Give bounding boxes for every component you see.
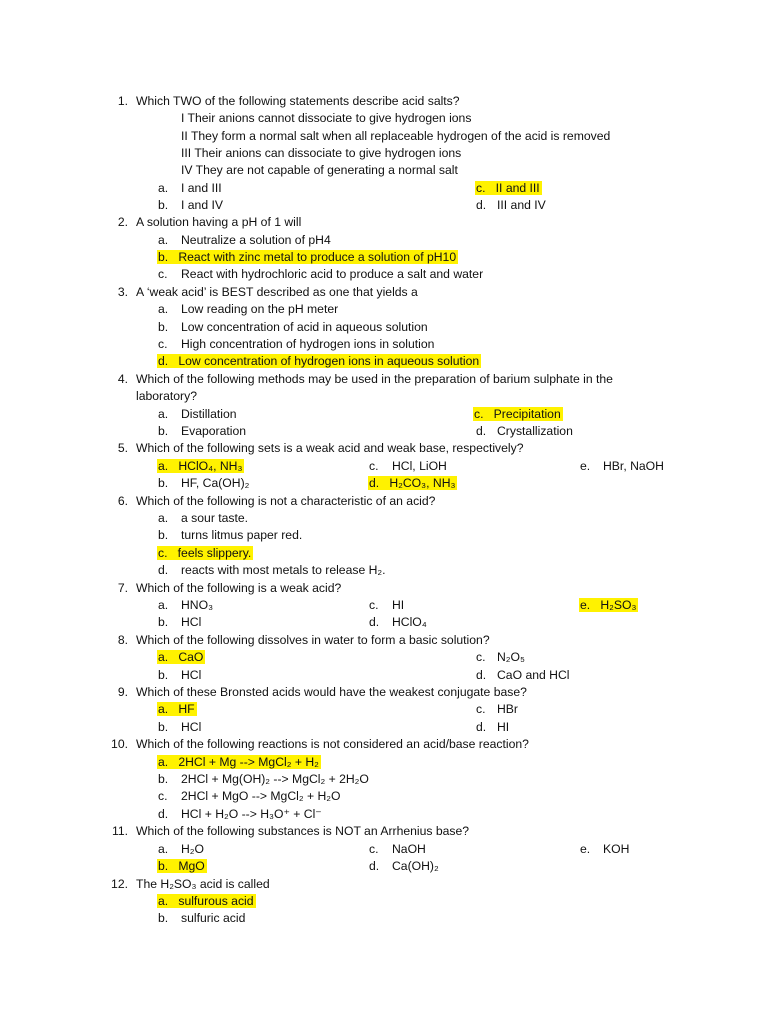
option-text: Distillation	[181, 407, 237, 421]
option-letter: a.	[158, 702, 169, 716]
option-letter: c.	[158, 789, 168, 803]
option-text: HCl, LiOH	[392, 459, 447, 473]
option-text: feels slippery.	[177, 546, 252, 560]
option-letter: d.	[369, 476, 380, 490]
question-number: 7.	[117, 581, 128, 595]
option-text: III and IV	[497, 198, 546, 212]
option-correct-highlight	[157, 702, 197, 716]
option-correct-highlight	[579, 598, 638, 612]
question-text: Which of the following methods may be used in the preparation of barium sulphate in the	[136, 372, 613, 386]
question-number: 1.	[117, 94, 128, 108]
option-letter: b.	[158, 720, 169, 734]
option-correct-highlight	[368, 476, 457, 490]
option-letter: c.	[158, 337, 168, 351]
option-letter: a.	[158, 842, 169, 856]
option-letter: a.	[158, 650, 169, 664]
option-text: HCl	[181, 720, 202, 734]
option-letter: b.	[158, 198, 169, 212]
option-letter: a.	[158, 894, 169, 908]
option-text: CaO and HCl	[497, 668, 570, 682]
option-letter: b.	[158, 250, 169, 264]
option-correct-highlight	[157, 755, 321, 769]
option-letter: c.	[369, 459, 379, 473]
option-correct-highlight	[157, 650, 205, 664]
option-letter: c.	[369, 598, 379, 612]
option-letter: d.	[369, 859, 380, 873]
option-letter: a.	[158, 407, 169, 421]
option-text: reacts with most metals to release H₂.	[181, 563, 386, 577]
statement-text: III Their anions can dissociate to give hydrogen ions	[181, 146, 462, 160]
option-text: HBr, NaOH	[603, 459, 664, 473]
option-letter: b.	[158, 424, 169, 438]
option-text: H₂O	[181, 842, 205, 856]
option-text: HF, Ca(OH)₂	[181, 476, 250, 490]
option-letter: c.	[474, 407, 484, 421]
option-correct-highlight	[157, 354, 481, 368]
question-text: Which of the following dissolves in water to form a basic solution?	[136, 633, 490, 647]
option-text: HClO₄	[392, 615, 427, 629]
question-number: 2.	[117, 215, 128, 229]
option-text: Crystallization	[497, 424, 573, 438]
option-text: Evaporation	[181, 424, 247, 438]
option-correct-highlight	[473, 407, 563, 421]
question-text: Which of the following sets is a weak acid and weak base, respectively?	[136, 441, 524, 455]
option-text: MgO	[178, 859, 205, 873]
option-text: HCl + H₂O --> H₃O⁺ + Cl⁻	[181, 807, 322, 821]
option-text: React with hydrochloric acid to produce a salt and water	[181, 267, 484, 281]
option-text: HClO₄, NH₃	[178, 459, 243, 473]
question-text: Which of the following is a weak acid?	[136, 581, 342, 595]
option-correct-highlight	[157, 894, 256, 908]
option-letter: d.	[369, 615, 380, 629]
option-letter: a.	[158, 459, 169, 473]
option-letter: b.	[158, 528, 169, 542]
option-text: sulfuric acid	[181, 911, 246, 925]
option-text: 2HCl + Mg --> MgCl₂ + H₂	[178, 755, 319, 769]
option-correct-highlight	[475, 181, 542, 195]
option-text: 2HCl + Mg(OH)₂ --> MgCl₂ + 2H₂O	[181, 772, 369, 786]
question-text: Which of these Bronsted acids would have the weakest conjugate base?	[136, 685, 527, 699]
option-letter: d.	[158, 563, 169, 577]
question-text: The H₂SO₃ acid is called	[136, 877, 270, 891]
question-number: 6.	[117, 494, 128, 508]
question-number: 5.	[117, 441, 128, 455]
option-text: React with zinc metal to produce a solution of pH10	[178, 250, 457, 264]
option-text: High concentration of hydrogen ions in solution	[181, 337, 435, 351]
question-number: 3.	[117, 285, 128, 299]
option-text: KOH	[603, 842, 630, 856]
statement-text: I Their anions cannot dissociate to give hydrogen ions	[181, 111, 472, 125]
option-letter: c.	[476, 181, 486, 195]
option-text: II and III	[495, 181, 540, 195]
option-letter: c.	[476, 702, 486, 716]
option-letter: a.	[158, 302, 169, 316]
option-letter: c.	[476, 650, 486, 664]
option-letter: a.	[158, 755, 169, 769]
question-text: Which TWO of the following statements describe acid salts?	[136, 94, 460, 108]
question-number: 11.	[111, 824, 128, 838]
question-text: A ‘weak acid’ is BEST described as one that yields a	[136, 285, 418, 299]
option-text: NaOH	[392, 842, 426, 856]
option-letter: a.	[158, 181, 169, 195]
option-correct-highlight	[157, 459, 244, 473]
option-text: HCl	[181, 668, 202, 682]
option-text: HI	[392, 598, 405, 612]
option-text: CaO	[178, 650, 204, 664]
question-number: 9.	[117, 685, 128, 699]
option-text: Low reading on the pH meter	[181, 302, 339, 316]
question-number: 10.	[111, 737, 128, 751]
question-text: A solution having a pH of 1 will	[136, 215, 302, 229]
option-correct-highlight	[157, 546, 253, 560]
option-text: Low concentration of acid in aqueous solution	[181, 320, 428, 334]
question-number: 12.	[111, 877, 128, 891]
option-letter: b.	[158, 772, 169, 786]
option-letter: a.	[158, 511, 169, 525]
option-letter: d.	[476, 424, 487, 438]
statement-text: IV They are not capable of generating a normal salt	[181, 163, 458, 177]
question-text: Which of the following substances is NOT an Arrhenius base?	[136, 824, 470, 838]
option-correct-highlight	[157, 859, 207, 873]
option-letter: c.	[369, 842, 379, 856]
option-letter: c.	[158, 546, 168, 560]
option-text: Ca(OH)₂	[392, 859, 439, 873]
option-letter: c.	[158, 267, 168, 281]
option-text: HNO₃	[181, 598, 214, 612]
option-letter: d.	[158, 807, 169, 821]
option-text: I and IV	[181, 198, 224, 212]
option-letter: d.	[476, 720, 487, 734]
question-number: 8.	[117, 633, 128, 647]
option-text: I and III	[181, 181, 222, 195]
option-text: H₂CO₃, NH₃	[389, 476, 456, 490]
option-letter: b.	[158, 859, 169, 873]
option-letter: b.	[158, 668, 169, 682]
option-letter: b.	[158, 320, 169, 334]
question-text: Which of the following reactions is not considered an acid/base reaction?	[136, 737, 529, 751]
option-text: H₂SO₃	[600, 598, 637, 612]
option-text: 2HCl + MgO --> MgCl₂ + H₂O	[181, 789, 341, 803]
option-letter: e.	[580, 459, 591, 473]
option-letter: d.	[476, 198, 487, 212]
option-text: HBr	[497, 702, 518, 716]
option-letter: e.	[580, 598, 591, 612]
question-text-continued: laboratory?	[136, 389, 197, 403]
option-text: HF	[178, 702, 195, 716]
statement-text: II They form a normal salt when all replaceable hydrogen of the acid is removed	[181, 129, 611, 143]
option-text: HI	[497, 720, 510, 734]
option-letter: e.	[580, 842, 591, 856]
question-number: 4.	[117, 372, 128, 386]
option-letter: b.	[158, 615, 169, 629]
option-text: HCl	[181, 615, 202, 629]
option-text: a sour taste.	[181, 511, 249, 525]
option-letter: d.	[476, 668, 487, 682]
option-letter: b.	[158, 911, 169, 925]
option-text: Precipitation	[493, 407, 561, 421]
option-letter: a.	[158, 598, 169, 612]
option-text: N₂O₅	[497, 650, 525, 664]
option-text: Neutralize a solution of pH4	[181, 233, 331, 247]
question-text: Which of the following is not a characteristic of an acid?	[136, 494, 436, 508]
option-text: turns litmus paper red.	[181, 528, 303, 542]
option-text: Low concentration of hydrogen ions in aqueous solution	[178, 354, 480, 368]
option-letter: b.	[158, 476, 169, 490]
option-text: sulfurous acid	[178, 894, 254, 908]
option-correct-highlight	[157, 250, 458, 264]
option-letter: d.	[158, 354, 169, 368]
option-letter: a.	[158, 233, 169, 247]
